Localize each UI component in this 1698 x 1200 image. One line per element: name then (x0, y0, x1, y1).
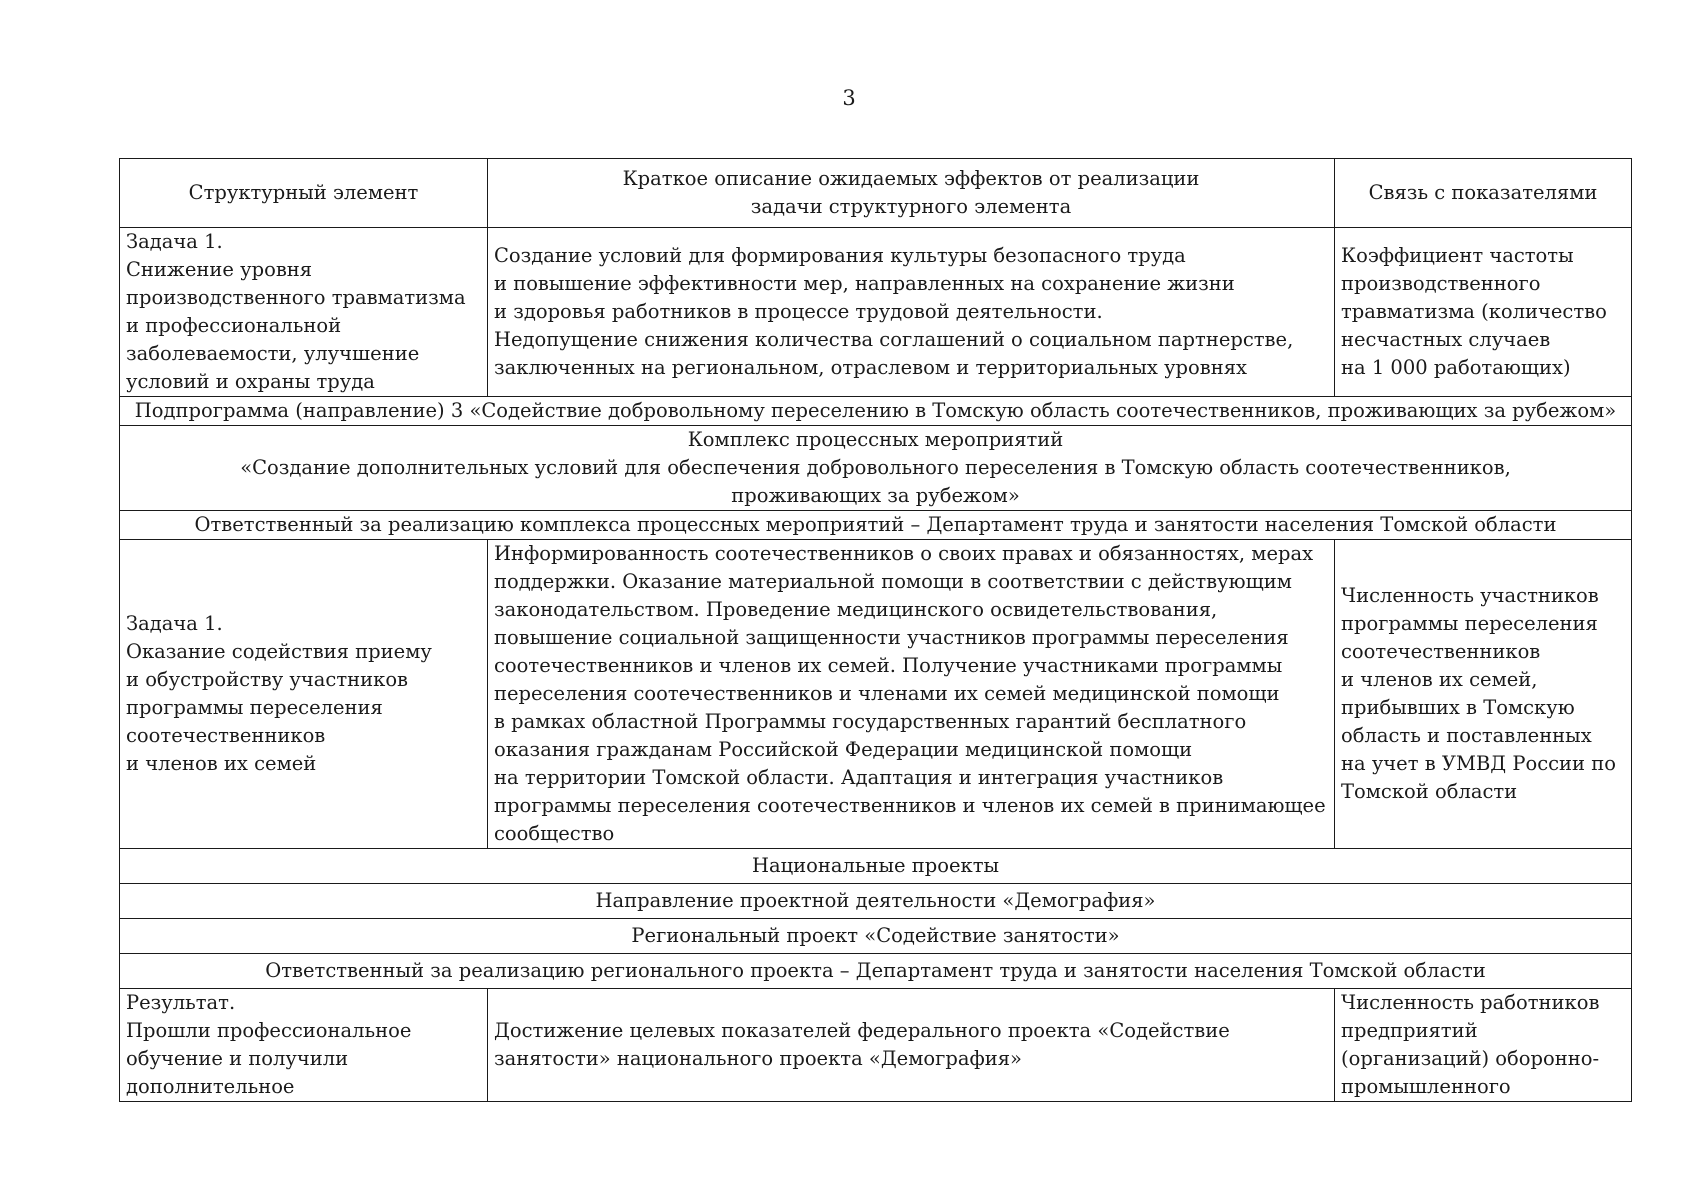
task2-element-cell: Задача 1. Оказание содействия приему и обустройству участников программы переселения соотечественников и членов их семей (120, 540, 488, 849)
complex-title-row (120, 426, 1632, 511)
national-projects-title: Национальные проекты (120, 849, 1632, 884)
direction-title: Направление проектной деятельности «Демография» (120, 884, 1632, 919)
regional-responsible: Ответственный за реализацию регионального проекта – Департамент труда и занятости населения Томской области (120, 954, 1632, 989)
task1-element-cell: Задача 1. Снижение уровня производственного травматизма и профессиональной заболеваемости, улучшение условий и охраны труда (120, 228, 488, 397)
complex-responsible: Ответственный за реализацию комплекса процессных мероприятий – Департамент труда и занятости населения Томской области (120, 511, 1632, 540)
task2-indicators-cell: Численность участников программы переселения соотечественников и членов их семей, прибывших в Томскую область и поставленных на учет в УМВД России по Томской области (1335, 540, 1632, 849)
result-description-cell: Достижение целевых показателей федерального проекта «Содействие занятости» национального проекта «Демография» (488, 989, 1335, 1102)
header-structural-element: Структурный элемент (120, 159, 488, 228)
program-structure-table (119, 158, 1632, 1102)
national-projects-row (120, 849, 1632, 884)
table-row (120, 540, 1632, 849)
task1-description-cell: Создание условий для формирования культуры безопасного труда и повышение эффективности мер, направленных на сохранение жизни и здоровья работников в процессе трудовой деятельности. Недопущение снижения количества соглашений о социальном партнерстве, заключенных на региональном, отраслевом и территориальных уровнях (488, 228, 1335, 397)
table-row (120, 228, 1632, 397)
table-row (120, 989, 1632, 1102)
regional-project-title: Региональный проект «Содействие занятости» (120, 919, 1632, 954)
result-indicators-cell: Численность работников предприятий (организаций) оборонно-промышленного (1335, 989, 1632, 1102)
complex-responsible-row (120, 511, 1632, 540)
header-indicators-link: Связь с показателями (1335, 159, 1632, 228)
task2-description-cell: Информированность соотечественников о своих правах и обязанностях, мерах поддержки. Оказание материальной помощи в соответствии с действующим законодательством. Проведение медицинского освидетельствования, повышение социальной защищенности участников программы переселения соотечественников и членов их семей. Получение участниками программы переселения соотечественников и членами их семей медицинской помощи в рамках областной Программы государственных гарантий бесплатного оказания гражданам Российской Федерации медицинской помощи на территории Томской области. Адаптация и интеграция участников программы переселения соотечественников и членов их семей в принимающее сообщество (488, 540, 1335, 849)
direction-row (120, 884, 1632, 919)
complex-title: Комплекс процессных мероприятий «Создание дополнительных условий для обеспечения добровольного переселения в Томскую область соотечественников, проживающих за рубежом» (120, 426, 1632, 511)
subprogram-title: Подпрограмма (направление) 3 «Содействие добровольному переселению в Томскую область соотечественников, проживающих за рубежом» (120, 397, 1632, 426)
regional-responsible-row (120, 954, 1632, 989)
task1-indicators-cell: Коэффициент частоты производственного травматизма (количество несчастных случаев на 1 000 работающих) (1335, 228, 1632, 397)
subprogram-row (120, 397, 1632, 426)
regional-project-row (120, 919, 1632, 954)
result-element-cell: Результат. Прошли профессиональное обучение и получили дополнительное (120, 989, 488, 1102)
table-header-row (120, 159, 1632, 228)
header-effects-description: Краткое описание ожидаемых эффектов от реализации задачи структурного элемента (488, 159, 1335, 228)
page-number: 3 (842, 86, 856, 110)
